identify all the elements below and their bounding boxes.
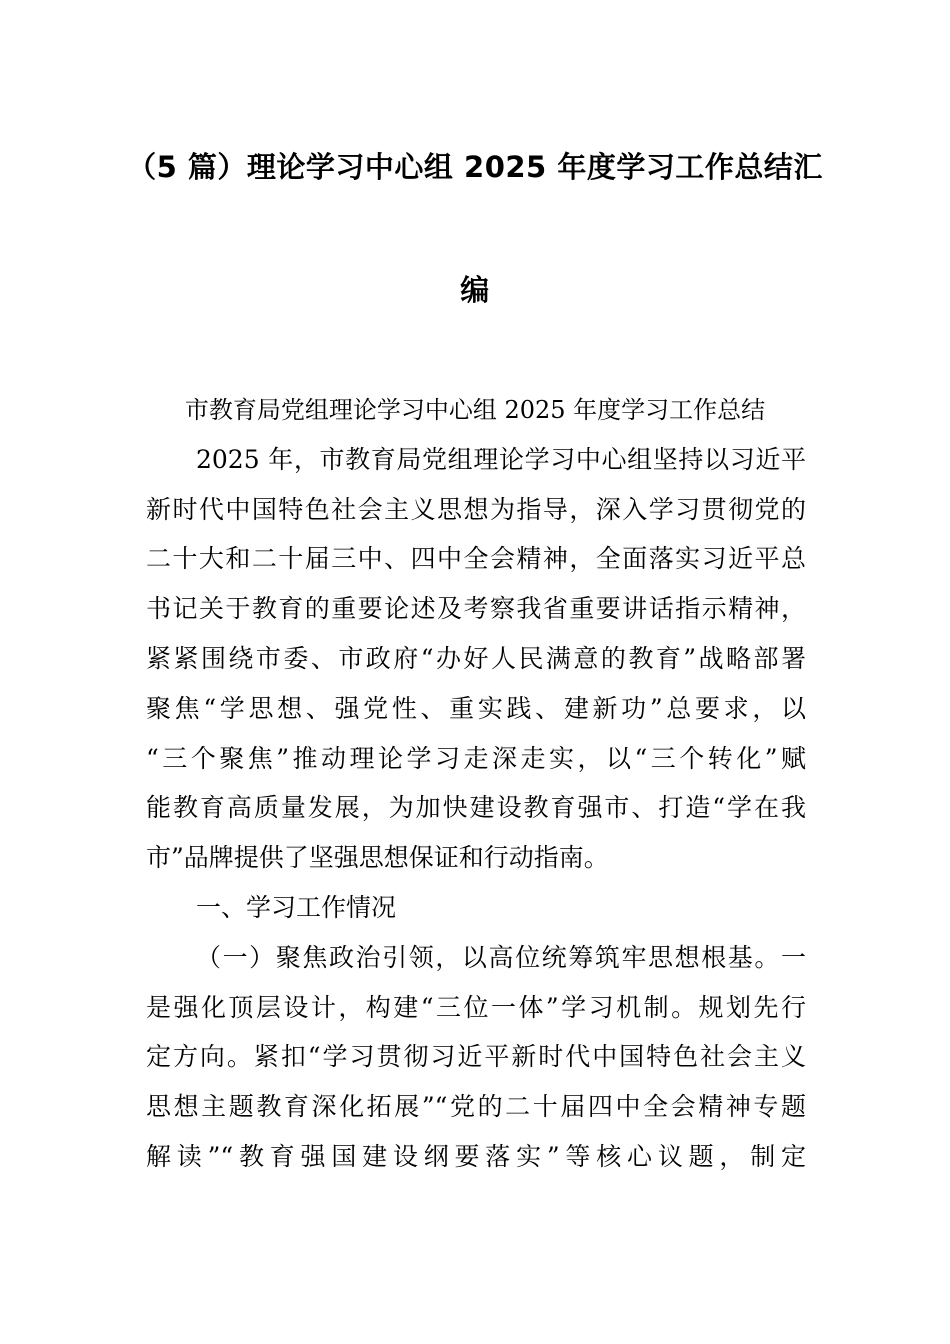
body-line: （一）聚焦政治引领，以高位统筹筑牢思想根基。一 <box>196 943 806 972</box>
document-title-line-1: （5 篇）理论学习中心组 2025 年度学习工作总结汇 <box>127 150 823 184</box>
body-line: 2025 年，市教育局党组理论学习中心组坚持以习近平 <box>196 445 806 474</box>
body-line: “三个聚焦”推动理论学习走深走实，以“三个转化”赋 <box>146 744 806 773</box>
body-line: 解读”“教育强国建设纲要落实”等核心议题，制定 <box>146 1142 806 1171</box>
body-line: 书记关于教育的重要论述及考察我省重要讲话指示精神， <box>146 594 806 623</box>
body-line: 市”品牌提供了坚强思想保证和行动指南。 <box>146 843 609 872</box>
body-line: 定方向。紧扣“学习贯彻习近平新时代中国特色社会主义 <box>146 1042 806 1071</box>
body-line: 紧紧围绕市委、市政府“办好人民满意的教育”战略部署 <box>146 644 806 673</box>
section-subtitle: 市教育局党组理论学习中心组 2025 年度学习工作总结 <box>184 396 766 424</box>
body-line: 思想主题教育深化拓展”“党的二十届四中全会精神专题 <box>146 1092 806 1121</box>
section-heading: 一、学习工作情况 <box>196 893 397 922</box>
body-line: 聚焦“学思想、强党性、重实践、建新功”总要求，以 <box>146 694 806 723</box>
body-line: 新时代中国特色社会主义思想为指导，深入学习贯彻党的 <box>146 495 806 524</box>
body-line: 二十大和二十届三中、四中全会精神，全面落实习近平总 <box>146 544 806 573</box>
body-line: 是强化顶层设计，构建“三位一体”学习机制。规划先行 <box>146 993 806 1022</box>
body-line: 能教育高质量发展，为加快建设教育强市、打造“学在我 <box>146 793 806 822</box>
document-title-line-2: 编 <box>460 273 490 307</box>
